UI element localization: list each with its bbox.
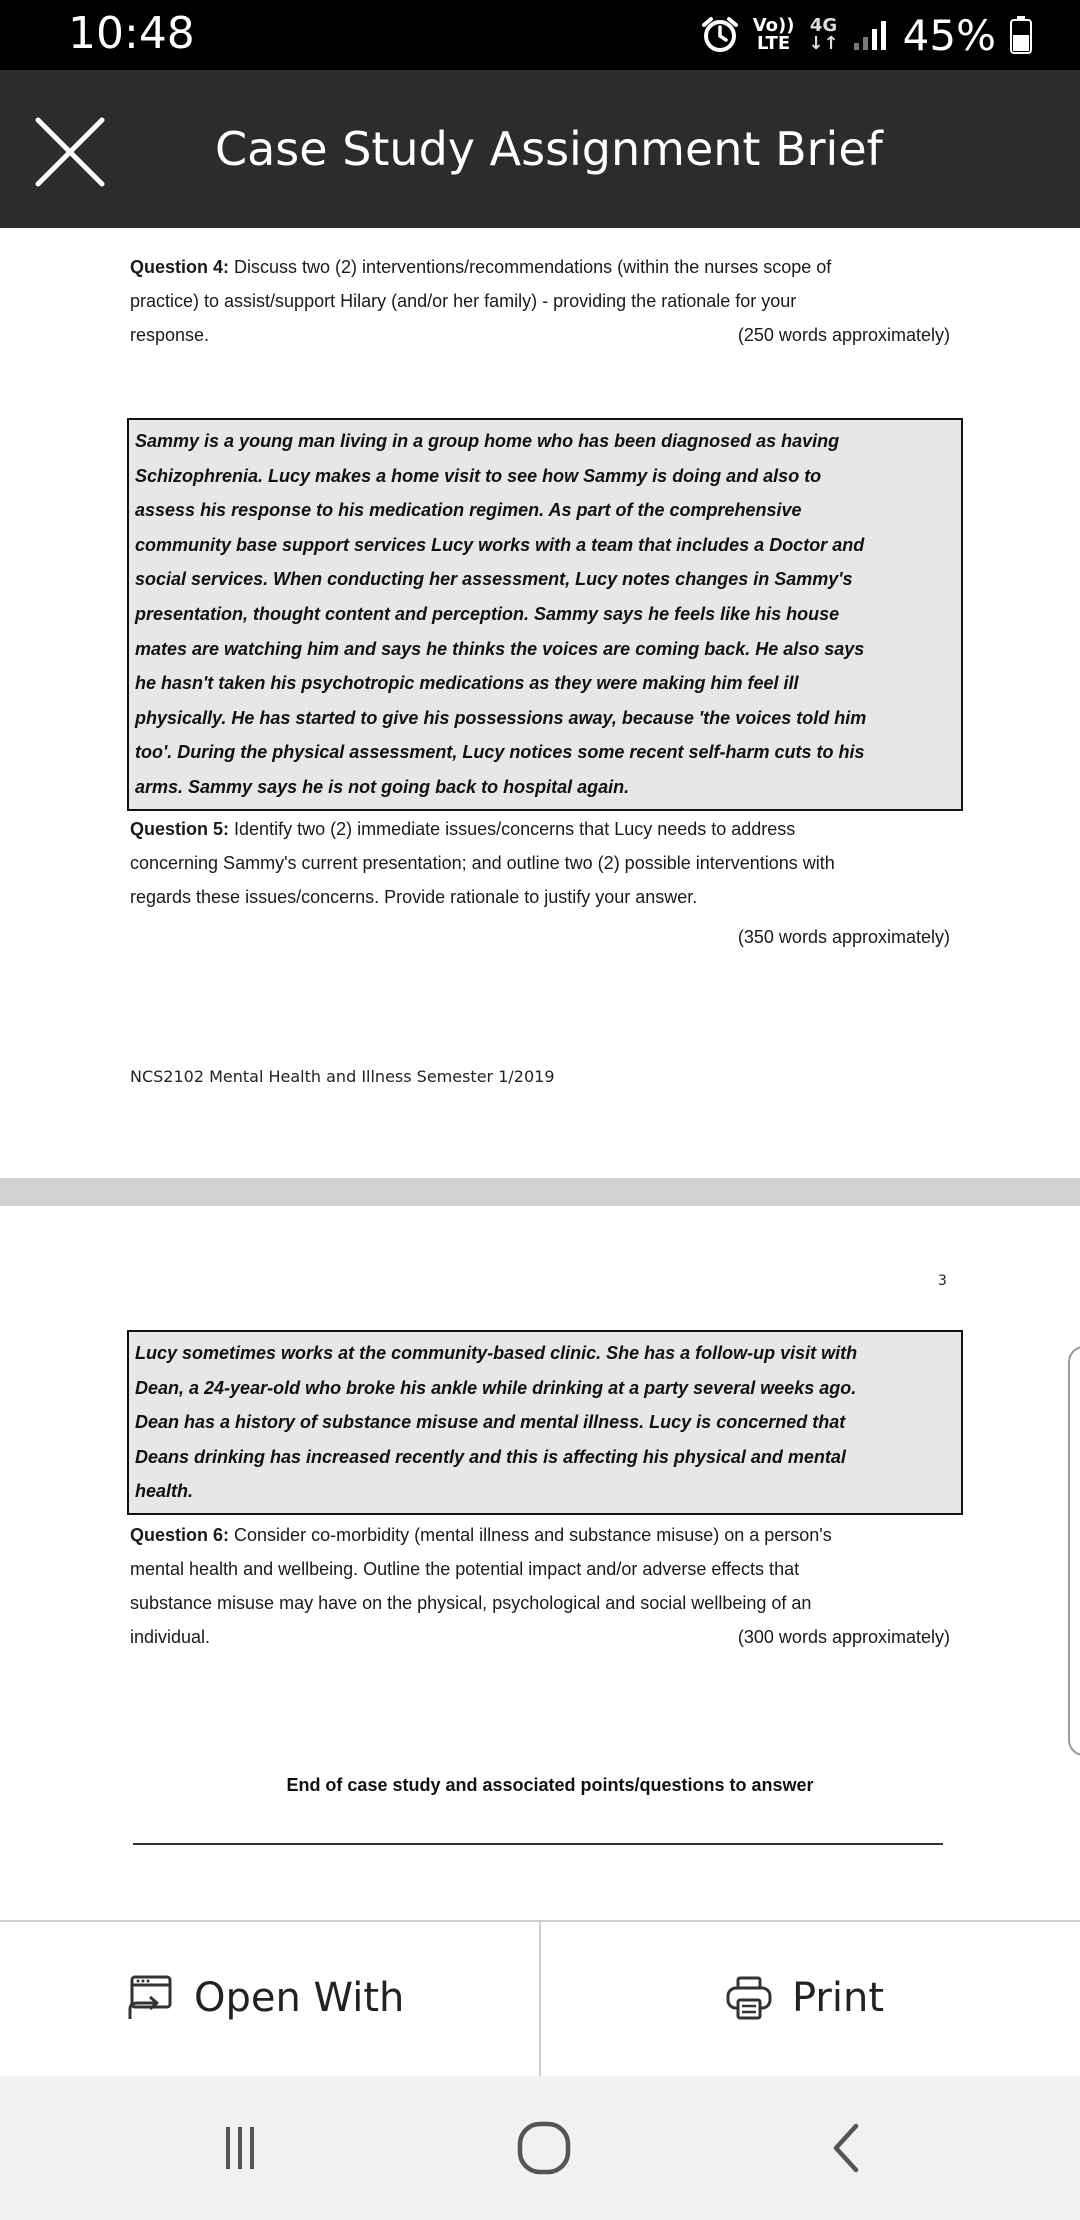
- back-icon: [826, 2120, 866, 2176]
- question-6-wordcount: (300 words approximately): [737, 1627, 950, 1647]
- question-6-line2: mental health and wellbeing. Outline the potential impact and/or adverse effects that: [130, 1559, 800, 1579]
- question-6: [130, 1518, 950, 1654]
- recents-icon: [220, 2123, 260, 2173]
- navigation-bar: [0, 2076, 1080, 2220]
- question-6-line3: substance misuse may have on the physical, psychological and social wellbeing of an: [130, 1593, 812, 1613]
- question-4-line2: practice) to assist/support Hilary (and/or her family) - providing the rationale for your: [130, 291, 797, 311]
- question-6-label: Question 6:: [130, 1525, 230, 1545]
- page-number: 3: [938, 1273, 947, 1289]
- case-line: Sammy is a young man living in a group home who has been diagnosed as having: [135, 431, 840, 451]
- print-label: Print: [792, 1975, 885, 2021]
- back-button[interactable]: [786, 2100, 906, 2196]
- question-4-line3: response.: [130, 325, 210, 345]
- case-line: Lucy sometimes works at the community-based clinic. She has a follow-up visit with: [135, 1343, 858, 1363]
- alarm-icon: [701, 16, 739, 54]
- volte-bottom: LTE: [757, 33, 791, 54]
- question-5-line3: regards these issues/concerns. Provide rationale to justify your answer.: [130, 887, 698, 907]
- action-bar: [0, 1920, 1080, 2076]
- page-footer: NCS2102 Mental Health and Illness Semester 1/2019: [130, 1067, 555, 1086]
- case-line: Deans drinking has increased recently and this is affecting his physical and mental: [135, 1446, 846, 1467]
- network-indicator: [808, 17, 838, 53]
- home-button[interactable]: [484, 2100, 604, 2196]
- scroll-handle[interactable]: [1068, 1346, 1080, 1756]
- network-activity: ↓↑: [808, 33, 839, 54]
- signal-icon: [853, 19, 889, 51]
- open-with-label: Open With: [194, 1975, 405, 2021]
- question-4-label: Question 4:: [130, 257, 230, 277]
- question-5: [130, 812, 950, 954]
- case-line: he hasn't taken his psychotropic medications as they were making him feel ill: [135, 673, 799, 694]
- case-line: community base support services Lucy works with a team that includes a Doctor and: [135, 534, 865, 555]
- question-5-line2: concerning Sammy's current presentation; and outline two (2) possible interventions with: [130, 853, 835, 873]
- question-4-wordcount: (250 words approximately): [737, 325, 950, 345]
- volte-indicator: [753, 17, 795, 53]
- status-time: 10:48: [68, 8, 195, 59]
- case-line: too'. During the physical assessment, Lucy notices some recent self-harm cuts to his: [135, 742, 865, 763]
- case-line: Schizophrenia. Lucy makes a home visit to see how Sammy is doing and also to: [135, 465, 822, 486]
- action-divider: [539, 1922, 541, 2076]
- open-with-button[interactable]: [126, 1958, 404, 2038]
- end-divider: [133, 1843, 943, 1845]
- question-4: [130, 250, 950, 352]
- case-line: physically. He has started to give his possessions away, because 'the voices told him: [135, 707, 867, 728]
- print-icon: [724, 1973, 774, 2023]
- battery-percent: 45%: [902, 10, 996, 60]
- page-title: Case Study Assignment Brief: [215, 122, 883, 176]
- page-separator: [0, 1178, 1080, 1206]
- case-scenario-dean: [127, 1330, 963, 1515]
- open-with-icon: [126, 1973, 176, 2023]
- status-icons: [701, 10, 1032, 60]
- case-line: arms. Sammy says he is not going back to hospital again.: [135, 776, 630, 797]
- recents-button[interactable]: [180, 2100, 300, 2196]
- question-6-line4: individual.: [130, 1627, 211, 1647]
- end-of-case-study: End of case study and associated points/questions to answer: [286, 1775, 814, 1795]
- status-bar: [0, 0, 1080, 70]
- print-button[interactable]: [724, 1958, 884, 2038]
- question-4-line1: Discuss two (2) interventions/recommendations (within the nurses scope of: [234, 257, 832, 277]
- case-line: health.: [135, 1481, 194, 1502]
- case-line: presentation, thought content and perception. Sammy says he feels like his house: [135, 603, 840, 624]
- question-6-line1: Consider co-morbidity (mental illness and substance misuse) on a person's: [234, 1525, 832, 1545]
- document-viewer[interactable]: [0, 228, 1080, 1920]
- case-scenario-sammy: [127, 418, 963, 811]
- question-5-wordcount: (350 words approximately): [737, 927, 950, 947]
- case-line: Dean, a 24-year-old who broke his ankle while drinking at a party several weeks ago.: [135, 1377, 857, 1398]
- app-header: [0, 70, 1080, 228]
- close-icon: [30, 112, 110, 192]
- close-button[interactable]: [30, 112, 110, 192]
- case-line: assess his response to his medication regimen. As part of the comprehensive: [135, 500, 802, 521]
- home-icon: [514, 2118, 574, 2178]
- question-5-label: Question 5:: [130, 819, 230, 839]
- network-type: 4G: [809, 15, 838, 36]
- case-line: Dean has a history of substance misuse and mental illness. Lucy is concerned that: [135, 1412, 846, 1433]
- case-line: social services. When conducting her assessment, Lucy notes changes in Sammy's: [135, 569, 853, 590]
- question-5-line1: Identify two (2) immediate issues/concerns that Lucy needs to address: [234, 819, 796, 839]
- case-line: mates are watching him and says he thinks the voices are coming back. He also says: [135, 638, 865, 659]
- volte-top: Vo)): [752, 15, 795, 36]
- battery-icon: [1010, 16, 1032, 54]
